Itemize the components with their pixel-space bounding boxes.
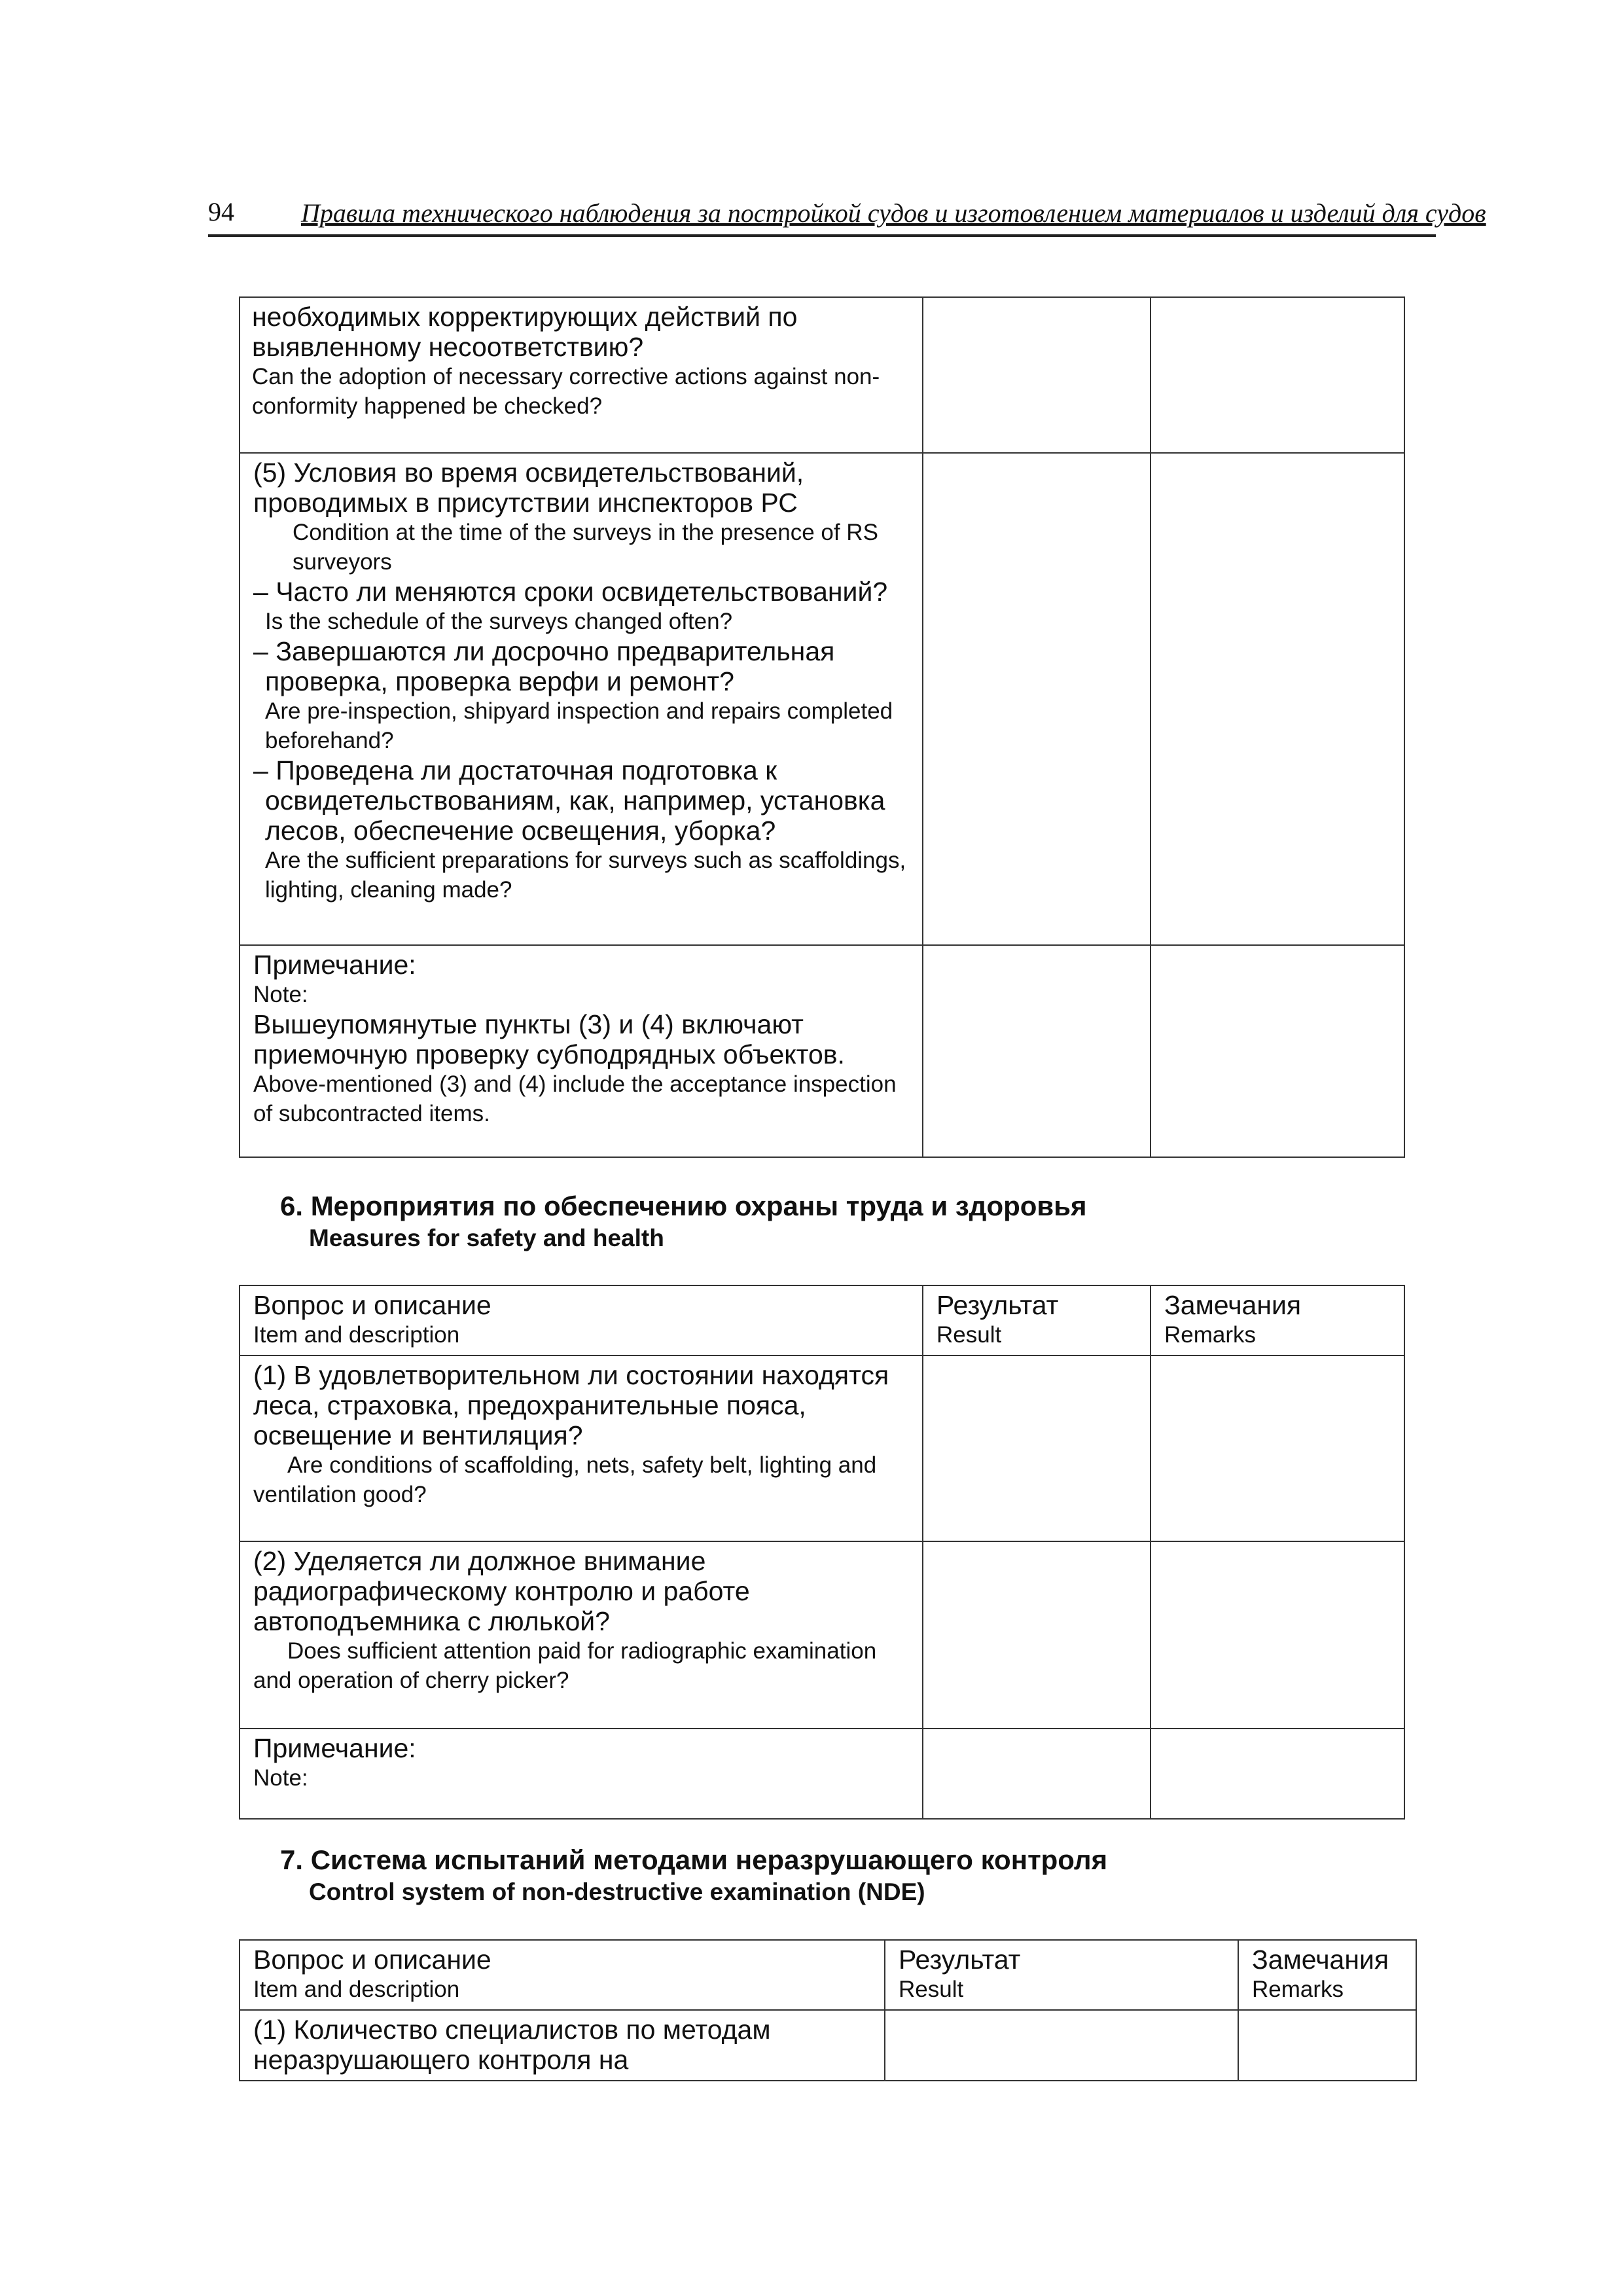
header-result bbox=[885, 1940, 1238, 2010]
item-5-q2-ru: – Завершаются ли досрочно предварительная проверка, проверка верфи и ремонт? bbox=[253, 636, 835, 696]
item-5-title-en: Condition at the time of the surveys in the presence of RS surveyors bbox=[293, 520, 878, 575]
header-remarks-en: Remarks bbox=[1164, 1322, 1257, 1348]
header-item-ru: Вопрос и описание bbox=[253, 1945, 491, 1975]
note-label-ru: Примечание: bbox=[253, 1733, 416, 1763]
table-row bbox=[240, 297, 1404, 453]
result-cell[interactable] bbox=[923, 1355, 1150, 1541]
header-item bbox=[240, 1940, 885, 2010]
header-item-en: Item and description bbox=[253, 1977, 460, 2002]
table-row bbox=[240, 1541, 1404, 1729]
header-item bbox=[240, 1285, 923, 1355]
header-result-en: Result bbox=[936, 1322, 1002, 1348]
note-text-ru: Вышеупомянутые пункты (3) и (4) включают приемочную проверку субподрядных объектов. bbox=[253, 1009, 845, 1069]
note-cell bbox=[240, 945, 923, 1157]
item-5-title-ru: (5) Условия во время освидетельствований, проводимых в присутствии инспекторов РС bbox=[253, 457, 804, 518]
safety-health-table bbox=[239, 1285, 1405, 1820]
note-label-en: Note: bbox=[253, 1765, 308, 1791]
section-6-title-ru: 6. Мероприятия по обеспечению охраны труда и здоровья bbox=[280, 1191, 1087, 1221]
description-cell bbox=[240, 2010, 885, 2081]
item-1-ru: (1) В удовлетворительном ли состоянии находятся леса, страховка, предохранительные пояса, освещение и вентиляция? bbox=[253, 1360, 889, 1450]
result-cell[interactable] bbox=[923, 297, 1150, 453]
question-ru: необходимых корректирующих действий по выявленному несоответствию? bbox=[252, 302, 798, 362]
item-2-ru: (2) Уделяется ли должное внимание радиографическому контролю и работе автоподъемника с люлькой? bbox=[253, 1546, 750, 1636]
note-text-en: Above-mentioned (3) and (4) include the acceptance inspection of subcontracted items. bbox=[253, 1071, 897, 1126]
item-5-q3-ru: – Проведена ли достаточная подготовка к освидетельствованиям, как, например, установка лесов, обеспечение освещения, уборка? bbox=[253, 755, 885, 846]
remarks-cell[interactable] bbox=[1150, 1729, 1404, 1819]
table-row bbox=[240, 1355, 1404, 1541]
section-7-title-ru: 7. Система испытаний методами неразрушающего контроля bbox=[280, 1844, 1108, 1875]
item-5-q2-en: Are pre-inspection, shipyard inspection and repairs completed beforehand? bbox=[265, 698, 893, 753]
result-cell[interactable] bbox=[923, 945, 1150, 1157]
item-5-q3-en: Are the sufficient preparations for surveys such as scaffoldings, lighting, cleaning made? bbox=[265, 848, 906, 903]
description-cell bbox=[240, 453, 923, 945]
description-cell bbox=[240, 1541, 923, 1729]
table-row bbox=[240, 1729, 1404, 1819]
note-cell bbox=[240, 1729, 923, 1819]
item-1-ru: (1) Количество специалистов по методам неразрушающего контроля на bbox=[253, 2015, 771, 2075]
header-remarks-ru: Замечания bbox=[1164, 1290, 1302, 1320]
table-row bbox=[240, 453, 1404, 945]
note-label-en: Note: bbox=[253, 982, 308, 1007]
table-row bbox=[240, 2010, 1416, 2081]
header-result bbox=[923, 1285, 1150, 1355]
remarks-cell[interactable] bbox=[1150, 1355, 1404, 1541]
description-cell bbox=[240, 1355, 923, 1541]
header-remarks-ru: Замечания bbox=[1252, 1945, 1389, 1975]
remarks-cell[interactable] bbox=[1150, 297, 1404, 453]
remarks-cell[interactable] bbox=[1238, 2010, 1416, 2081]
result-cell[interactable] bbox=[923, 453, 1150, 945]
header-item-en: Item and description bbox=[253, 1322, 460, 1348]
nde-control-table bbox=[239, 1939, 1417, 2081]
section-6-title-en: Measures for safety and health bbox=[309, 1225, 664, 1251]
note-label-ru: Примечание: bbox=[253, 950, 416, 980]
section-7-title-en: Control system of non-destructive examination (NDE) bbox=[309, 1878, 925, 1905]
header-remarks-en: Remarks bbox=[1252, 1977, 1344, 2002]
remarks-cell[interactable] bbox=[1150, 945, 1404, 1157]
header-remarks bbox=[1150, 1285, 1404, 1355]
remarks-cell[interactable] bbox=[1150, 453, 1404, 945]
header-item-ru: Вопрос и описание bbox=[253, 1290, 491, 1320]
section-7-heading bbox=[280, 1844, 1107, 1908]
page-header bbox=[208, 194, 1486, 237]
header-result-en: Result bbox=[899, 1977, 964, 2002]
item-1-en: Are conditions of scaffolding, nets, safety belt, lighting and ventilation good? bbox=[253, 1452, 877, 1507]
table-row bbox=[240, 945, 1404, 1157]
remarks-cell[interactable] bbox=[1150, 1541, 1404, 1729]
section-6-heading bbox=[280, 1190, 1087, 1254]
result-cell[interactable] bbox=[885, 2010, 1238, 2081]
running-title: Правила технического наблюдения за постройкой судов и изготовлением материалов и изделий для судов bbox=[301, 198, 1486, 228]
item-2-en: Does sufficient attention paid for radiographic examination and operation of cherry picker? bbox=[253, 1638, 877, 1693]
header-result-ru: Результат bbox=[936, 1290, 1059, 1320]
result-cell[interactable] bbox=[923, 1541, 1150, 1729]
result-cell[interactable] bbox=[923, 1729, 1150, 1819]
table-header-row bbox=[240, 1285, 1404, 1355]
page-number: 94 bbox=[208, 197, 234, 226]
description-cell bbox=[240, 297, 923, 453]
question-en: Can the adoption of necessary corrective actions against non-conformity happened be checked? bbox=[252, 364, 880, 419]
table-header-row bbox=[240, 1940, 1416, 2010]
item-5-q1-ru: – Часто ли меняются сроки освидетельствований? bbox=[253, 577, 888, 607]
header-result-ru: Результат bbox=[899, 1945, 1021, 1975]
survey-table-continued bbox=[239, 296, 1405, 1158]
item-5-q1-en: Is the schedule of the surveys changed often? bbox=[265, 609, 733, 634]
header-remarks bbox=[1238, 1940, 1416, 2010]
